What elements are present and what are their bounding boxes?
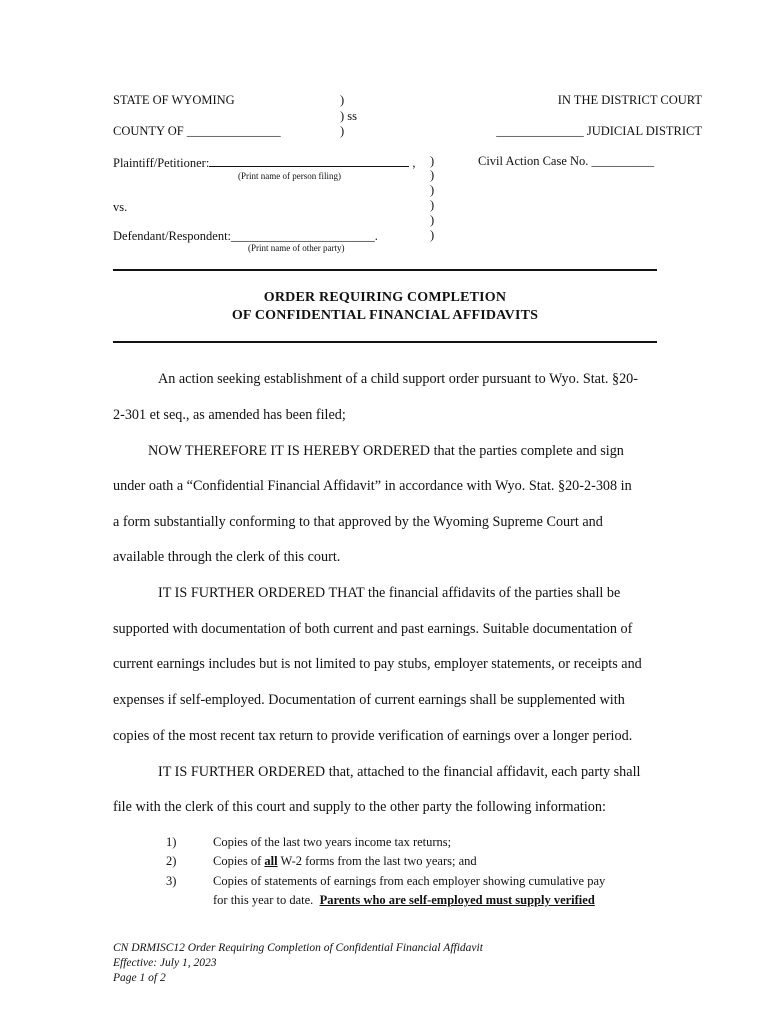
paragraph-line: IT IS FURTHER ORDERED THAT the financial affidavits of the parties shall be — [158, 585, 621, 601]
paragraph-line: copies of the most recent tax return to provide verification of earnings over a longer period. — [113, 728, 633, 744]
state-label: STATE OF WYOMING — [113, 93, 235, 107]
paragraph-line: IT IS FURTHER ORDERED that, attached to the financial affidavit, each party shall — [158, 764, 641, 780]
list-item-number: 1) — [166, 835, 177, 849]
ss-paren: ) — [340, 124, 345, 138]
list-item-number: 3) — [166, 874, 177, 888]
defendant-note: (Print name of other party) — [248, 243, 345, 253]
paragraph-line: file with the clerk of this court and supply to the other party the following information: — [113, 799, 606, 815]
plaintiff-note: (Print name of person filing) — [238, 171, 341, 181]
list-item-text: for this year to date. — [213, 893, 320, 907]
footer-form-id: CN DRMISC12 Order Requiring Completion of Confidential Financial Affidavit — [113, 942, 483, 954]
list-item-number: 2) — [166, 854, 177, 868]
top-rule — [113, 269, 657, 271]
page-title-line2: OF CONFIDENTIAL FINANCIAL AFFIDAVITS — [231, 308, 539, 323]
bottom-rule — [113, 341, 657, 343]
list-item: Copies of statements of earnings from each employer showing cumulative pay — [213, 874, 606, 888]
plaintiff-suffix: , — [412, 156, 416, 170]
paragraph-line: a form substantially conforming to that approved by the Wyoming Supreme Court and — [113, 514, 603, 530]
vs-label: vs. — [113, 200, 128, 214]
paragraph-line: available through the clerk of this court. — [113, 549, 341, 565]
list-item-text: W-2 forms from the last two years; and — [277, 854, 477, 868]
paragraph-line: expenses if self-employed. Documentation of current earnings shall be supplemented with — [113, 692, 625, 708]
paren: ) — [430, 168, 435, 182]
paragraph-line: 2-301 et seq., as amended has been filed; — [113, 407, 346, 423]
emphasis-all: all — [264, 854, 278, 868]
paren: ) — [430, 154, 435, 168]
list-item-text: Copies of — [213, 854, 265, 868]
plaintiff-label: Plaintiff/Petitioner: — [113, 156, 210, 170]
footer-effective-date: Effective: July 1, 2023 — [113, 957, 217, 969]
paren: ) — [430, 183, 435, 197]
self-employed-notice: Parents who are self-employed must supply verified — [319, 893, 595, 907]
county-label: COUNTY OF _______________ — [113, 124, 281, 138]
defendant-line: Defendant/Respondent:_______________________. — [113, 229, 378, 243]
list-item: Copies of the last two years income tax returns; — [213, 835, 452, 849]
plaintiff-line — [113, 154, 416, 171]
list-item-continuation — [213, 893, 595, 908]
page-title-line1: ORDER REQUIRING COMPLETION — [263, 290, 507, 305]
district-label: ______________ JUDICIAL DISTRICT — [496, 124, 702, 138]
footer-page-number: Page 1 of 2 — [113, 972, 166, 984]
paragraph-line: under oath a “Confidential Financial Affidavit” in accordance with Wyo. Stat. §20-2-308 in — [113, 478, 632, 494]
ss-label: ) ss — [340, 109, 358, 123]
paragraph-line: supported with documentation of both current and past earnings. Suitable documentation of — [113, 621, 633, 637]
paren: ) — [430, 198, 435, 212]
paragraph-line: NOW THEREFORE IT IS HEREBY ORDERED that the parties complete and sign — [148, 443, 624, 459]
paren: ) — [430, 213, 435, 227]
paragraph-line: current earnings includes but is not limited to pay stubs, employer statements, or receipts and — [113, 656, 642, 672]
ss-paren: ) — [340, 93, 345, 107]
case-number: Civil Action Case No. __________ — [478, 154, 655, 168]
paren: ) — [430, 228, 435, 242]
list-item — [213, 854, 477, 869]
court-label: IN THE DISTRICT COURT — [557, 93, 702, 107]
plaintiff-blank — [209, 154, 409, 167]
paragraph-line: An action seeking establishment of a child support order pursuant to Wyo. Stat. §20- — [158, 371, 638, 387]
